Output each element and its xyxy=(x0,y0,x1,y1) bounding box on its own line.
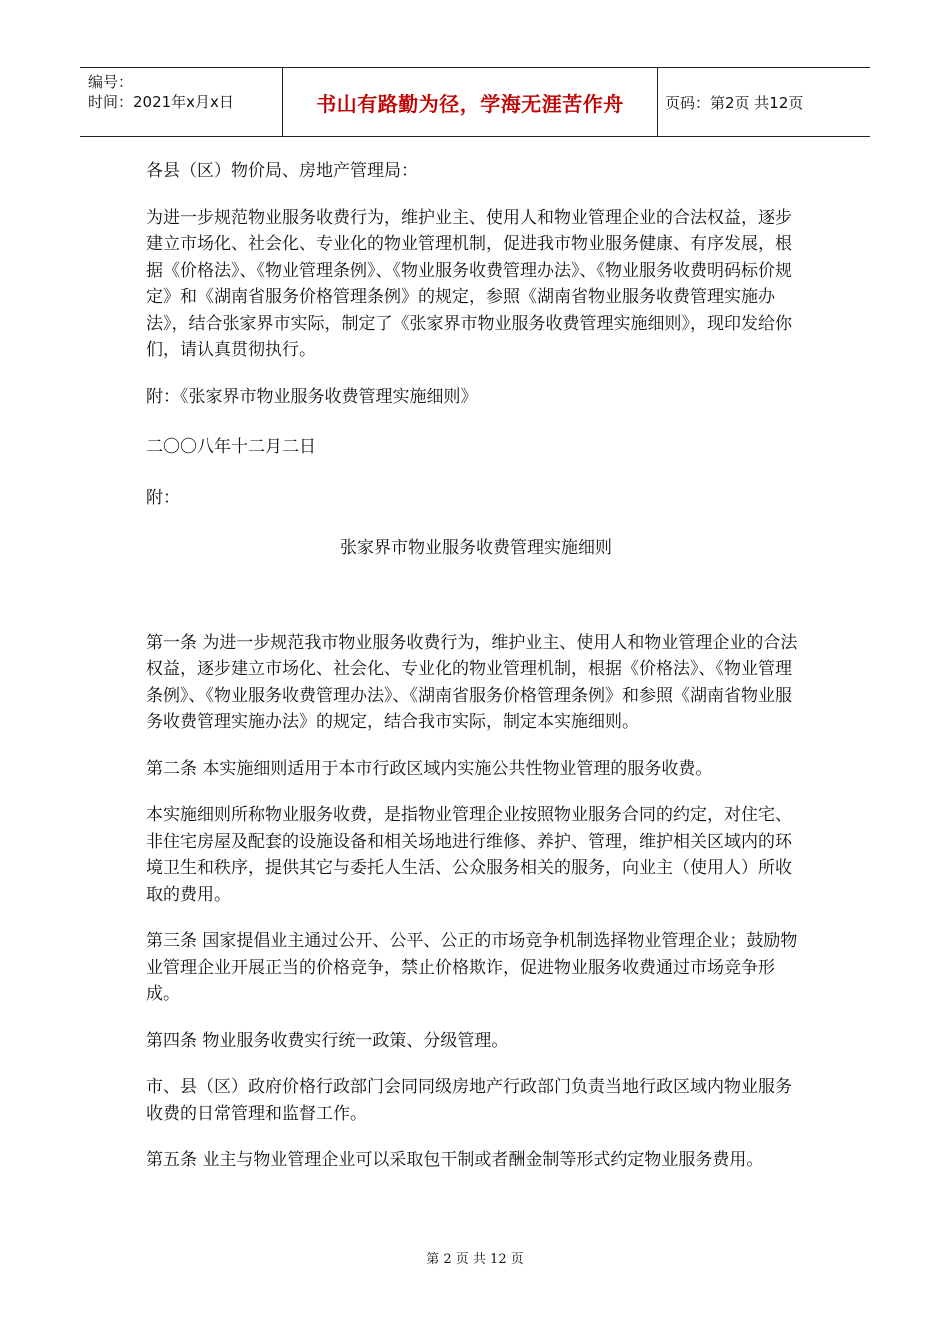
document-title: 张家界市物业服务收费管理实施细则 xyxy=(340,538,612,558)
article-paragraph: 第四条 物业服务收费实行统一政策、分级管理。 xyxy=(146,1030,509,1051)
page-header xyxy=(80,67,870,137)
number-label: 编号： xyxy=(88,73,134,91)
time-label: 时间：2021年x月x日 xyxy=(88,93,234,111)
intro-paragraph: 为进一步规范物业服务收费行为，维护业主、使用人和物业管理企业的合法权益，逐步建立市场化、社会化、专业化的物业管理机制，促进我市物业服务健康、有序发展，根据《价格法》、《物业管理条例》、《物业服务收费管理办法》、《物业服务收费明码标价规定》和《湖南省服务价格管理条例》的规定，参照《湖南省物业服务收费管理实施办法》，结合张家界市实际，制定了《张家界市物业服务收费管理实施细则》，现印发给你们，请认真贯彻执行。 xyxy=(146,207,792,360)
page-footer: 第 2 页 共 12 页 xyxy=(426,1252,524,1267)
article-paragraph: 第一条 为进一步规范我市物业服务收费行为，维护业主、使用人和物业管理企业的合法权益，逐步建立市场化、社会化、专业化的物业管理机制，根据《价格法》、《物业管理条例》、《物业服务收费管理办法》、《湖南省服务价格管理条例》和参照《湖南省物业服务收费管理实施办法》的规定，结合我市实际，制定本实施细则。 xyxy=(146,632,798,732)
document-body xyxy=(146,158,806,1194)
article-paragraph: 第三条 国家提倡业主通过公开、公平、公正的市场竞争机制选择物业管理企业；鼓励物业管理企业开展正当的价格竞争，禁止价格欺诈，促进物业服务收费通过市场竞争形成。 xyxy=(146,931,798,1004)
salutation: 各县（区）物价局、房地产管理局： xyxy=(146,161,418,181)
issue-date: 二〇〇八年十二月二日 xyxy=(146,437,316,457)
article-paragraph: 第五条 业主与物业管理企业可以采取包干制或者酬金制等形式约定物业服务费用。 xyxy=(146,1150,764,1170)
article-paragraph: 本实施细则所称物业服务收费，是指物业管理企业按照物业服务合同的约定，对住宅、非住宅房屋及配套的设施设备和相关场地进行维修、养护、管理，维护相关区域内的环境卫生和秩序，提供其它与委托人生活、公众服务相关的服务，向业主（使用人）所收取的费用。 xyxy=(146,805,792,905)
attachment-label: 附： xyxy=(146,487,180,508)
header-motto: 书山有路勤为径，学海无涯苦作舟 xyxy=(283,68,658,136)
header-page-info: 页码：第2页 共12页 xyxy=(665,93,804,112)
article-paragraph: 市、县（区）政府价格行政部门会同同级房地产行政部门负责当地行政区域内物业服务收费的日常管理和监督工作。 xyxy=(146,1077,792,1124)
attachment-line: 附：《张家界市物业服务收费管理实施细则》 xyxy=(146,386,478,407)
article-paragraph: 第二条 本实施细则适用于本市行政区域内实施公共性物业管理的服务收费。 xyxy=(146,758,713,779)
header-meta xyxy=(80,68,283,136)
